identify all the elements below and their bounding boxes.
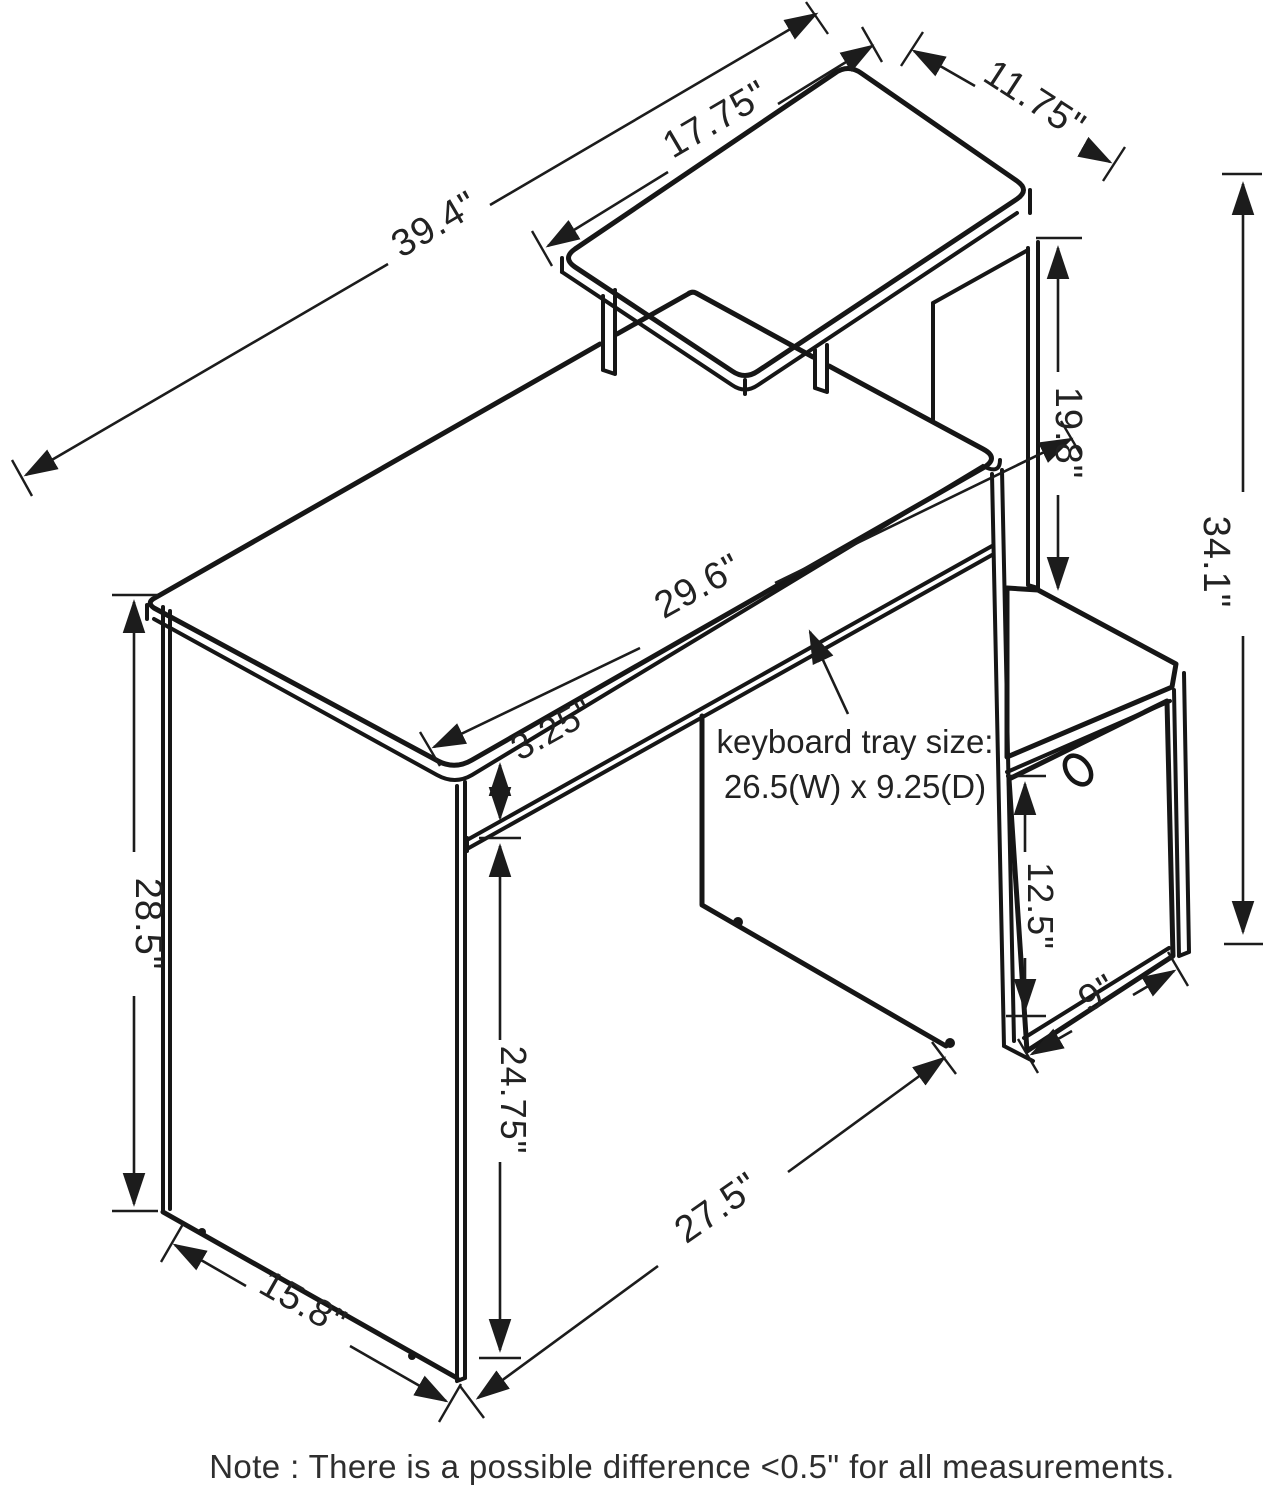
keyboard-tray-callout-line1: keyboard tray size:	[716, 723, 994, 760]
keyboard-tray-callout-line2: 26.5(W) x 9.25(D)	[723, 768, 987, 805]
dim-bin-depth-label: 9"	[1071, 966, 1125, 1022]
dim-tray-floor-height-label: 24.75"	[493, 1045, 534, 1155]
dim-left-height-label: 28.5"	[127, 877, 169, 971]
dim-tray-gap-label: 3.25"	[503, 689, 601, 769]
dim-shelf-width-label: 17.75"	[655, 72, 776, 167]
dim-overall-height-label: 34.1"	[1195, 515, 1237, 609]
dim-shelf-height-label: 19.8"	[1047, 386, 1089, 480]
dim-side-depth-label: 15.8"	[252, 1262, 354, 1345]
back-panel	[702, 716, 946, 1046]
shelf-support-middle	[815, 345, 827, 392]
dim-bin-height-label: 12.5"	[1020, 862, 1061, 950]
bin-finger-hole	[1059, 751, 1096, 790]
dim-overall-width-label: 39.4"	[384, 183, 486, 267]
dim-knee-width-label: 27.5"	[667, 1164, 768, 1252]
measurement-note: Note : There is a possible difference <0.5" for all measurements.	[209, 1448, 1175, 1485]
dim-shelf-depth-label: 11.75"	[976, 51, 1093, 148]
shelf-upright-panel	[933, 242, 1038, 588]
dim-desktop-width-label: 29.6"	[647, 545, 749, 628]
dim-desktop-width	[420, 421, 1081, 769]
